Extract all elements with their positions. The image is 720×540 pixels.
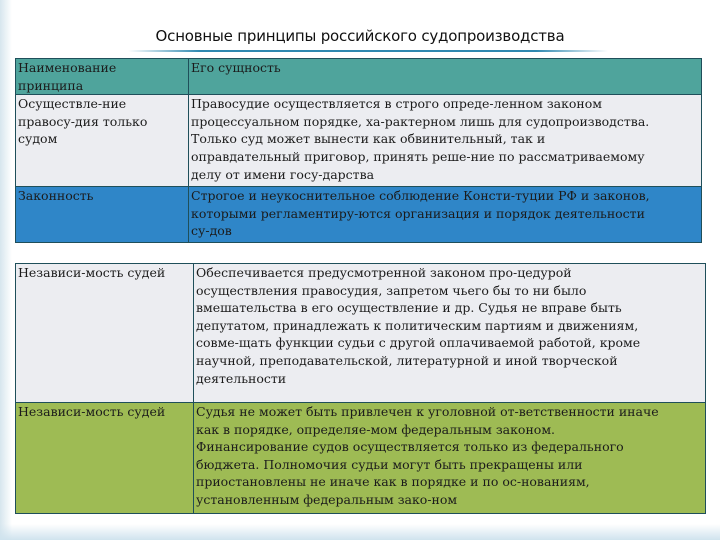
principle-name: Независи-мость судей (16, 403, 194, 514)
bottom-decoration (0, 524, 720, 540)
principle-description: Обеспечивается предусмотренной законом про-цедурой осуществления правосудия, запретом чьего бы то ни было вмешательства в его осуществление и др. Судья не вправе быть депутатом, принадлежать к политическим партиям и движениям, совме-щать функции судьи с другой оплачиваемой работой, кроме научной, преподавательской, литературной и иной творческой деятельности (194, 264, 706, 403)
principles-table (15, 58, 702, 243)
title-underline (128, 50, 608, 52)
table-row (16, 264, 706, 403)
independence-table (15, 263, 706, 514)
header-essence: Его сущность (189, 59, 702, 95)
principle-name: Осуществле-ние правосу-дия только судом (16, 95, 189, 187)
principle-description: Судья не может быть привлечен к уголовной от-ветственности иначе как в порядке, определяе-мом федеральным законом. Финансирование судов осуществляется только из федерального бюджета. Полномочия судьи могут быть прекращены или приостановлены не иначе как в порядке и по ос-нованиям, установленным федеральным зако-ном (194, 403, 706, 514)
table-row (16, 403, 706, 514)
left-edge-shadow (0, 0, 12, 540)
page-title: Основные принципы российского судопроизводства (155, 27, 565, 45)
principle-name: Независи-мость судей (16, 264, 194, 403)
principle-name: Законность (16, 187, 189, 243)
principle-description: Строгое и неукоснительное соблюдение Консти-туции РФ и законов, которыми регламентиру-ются организация и порядок деятельности су-дов (189, 187, 702, 243)
header-principle-name: Наименование принципа (16, 59, 189, 95)
table-row (16, 95, 702, 187)
principle-description: Правосудие осуществляется в строго опреде-ленном законом процессуальном порядке, ха-рактерном лишь для судопроизводства. Только суд может вынести как обвинительный, так и оправдательный приговор, принять реше-ние по рассматриваемому делу от имени госу-дарства (189, 95, 702, 187)
table-row (16, 187, 702, 243)
table-header-row (16, 59, 702, 95)
